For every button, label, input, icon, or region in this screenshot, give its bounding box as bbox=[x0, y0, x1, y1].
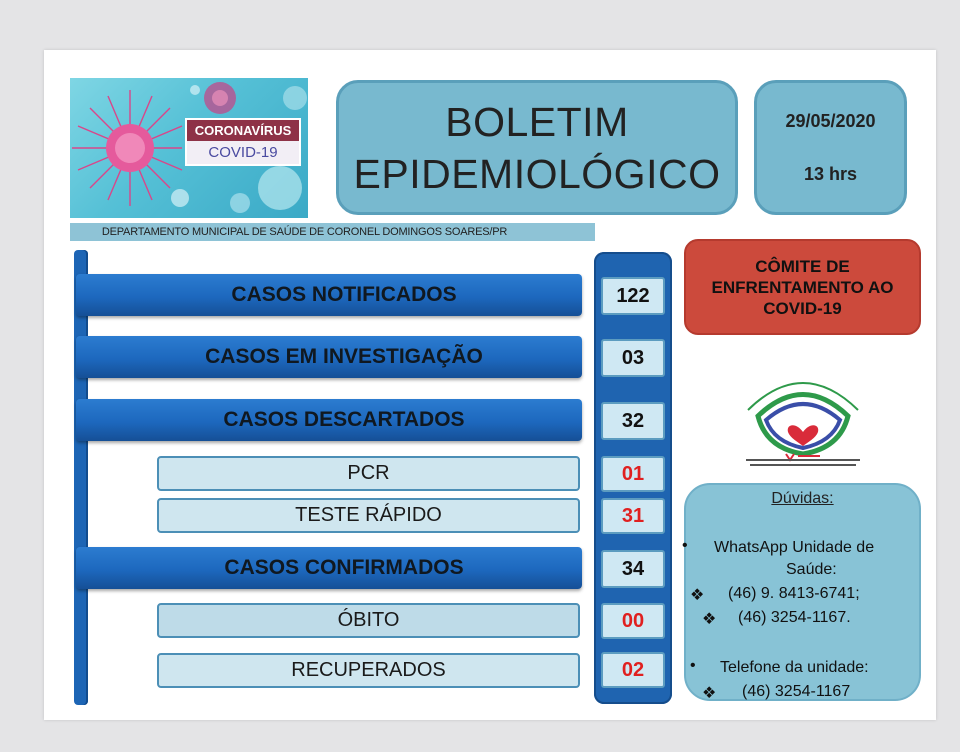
contact-box bbox=[684, 483, 921, 701]
bulletin-hour: 13 hrs bbox=[803, 164, 858, 184]
investigation-cases-bar bbox=[76, 336, 582, 378]
bullet-icon: • bbox=[682, 537, 688, 554]
whatsapp-phone-1: (46) 9. 8413-6741; bbox=[728, 585, 860, 602]
notified-cases-value: 122 bbox=[601, 277, 665, 315]
diamond-bullet-icon: ❖ bbox=[690, 587, 705, 604]
whatsapp-line-2: Saúde: bbox=[786, 561, 837, 578]
discarded-cases-bar bbox=[76, 399, 582, 441]
deaths-value: 00 bbox=[601, 603, 665, 639]
pcr-label: PCR bbox=[347, 462, 390, 484]
title-line-2: EPIDEMIOLÓGICO bbox=[353, 150, 721, 197]
recovered-label: RECUPERADOS bbox=[291, 659, 446, 681]
diamond-bullet-icon: ❖ bbox=[702, 685, 717, 702]
pcr-bar bbox=[157, 456, 580, 491]
pcr-value: 01 bbox=[601, 456, 665, 492]
coronavirus-label: CORONAVÍRUS bbox=[185, 118, 301, 141]
confirmed-cases-label: CASOS CONFIRMADOS bbox=[224, 556, 464, 579]
bulletin-title bbox=[336, 80, 738, 215]
committee-line-1: CÔMITE DE bbox=[755, 256, 850, 276]
recovered-bar bbox=[157, 653, 580, 688]
whatsapp-phone-2: (46) 3254-1167. bbox=[738, 609, 851, 626]
unit-phone: (46) 3254-1167 bbox=[742, 683, 851, 700]
rapid-test-bar bbox=[157, 498, 580, 533]
discarded-cases-label: CASOS DESCARTADOS bbox=[223, 408, 465, 431]
diamond-bullet-icon: ❖ bbox=[702, 611, 717, 628]
committee-line-3: COVID-19 bbox=[763, 298, 842, 318]
investigation-cases-value: 03 bbox=[601, 339, 665, 377]
committee-line-2: ENFRENTAMENTO AO bbox=[711, 277, 894, 297]
unit-phone-label: Telefone da unidade: bbox=[720, 659, 869, 676]
whatsapp-line-1: WhatsApp Unidade de bbox=[714, 539, 875, 556]
discarded-cases-value: 32 bbox=[601, 402, 665, 440]
notified-cases-label: CASOS NOTIFICADOS bbox=[231, 283, 457, 306]
department-banner bbox=[70, 223, 595, 241]
cases-bracket bbox=[74, 250, 88, 705]
date-box bbox=[754, 80, 907, 215]
bulletin-date: 29/05/2020 bbox=[785, 111, 876, 131]
notified-cases-bar bbox=[76, 274, 582, 316]
recovered-value: 02 bbox=[601, 652, 665, 688]
bullet-icon: • bbox=[690, 657, 696, 674]
rapid-test-value: 31 bbox=[601, 498, 665, 534]
investigation-cases-label: CASOS EM INVESTIGAÇÃO bbox=[205, 345, 483, 368]
covid-19-label: COVID-19 bbox=[185, 141, 301, 166]
committee-box bbox=[684, 239, 921, 335]
rapid-test-label: TESTE RÁPIDO bbox=[295, 504, 442, 526]
deaths-bar bbox=[157, 603, 580, 638]
deaths-label: ÓBITO bbox=[337, 609, 400, 631]
trabalhamos-por-voce-logo bbox=[728, 358, 878, 468]
confirmed-cases-value: 34 bbox=[601, 550, 665, 588]
contact-title: Dúvidas: bbox=[771, 490, 834, 507]
coronavirus-banner-image bbox=[70, 78, 308, 218]
department-name: DEPARTAMENTO MUNICIPAL DE SAÚDE DE CORONEL DOMINGOS SOARES/PR bbox=[101, 226, 508, 238]
title-line-1: BOLETIM bbox=[445, 98, 629, 145]
confirmed-cases-bar bbox=[76, 547, 582, 589]
covid-tag bbox=[185, 118, 301, 166]
